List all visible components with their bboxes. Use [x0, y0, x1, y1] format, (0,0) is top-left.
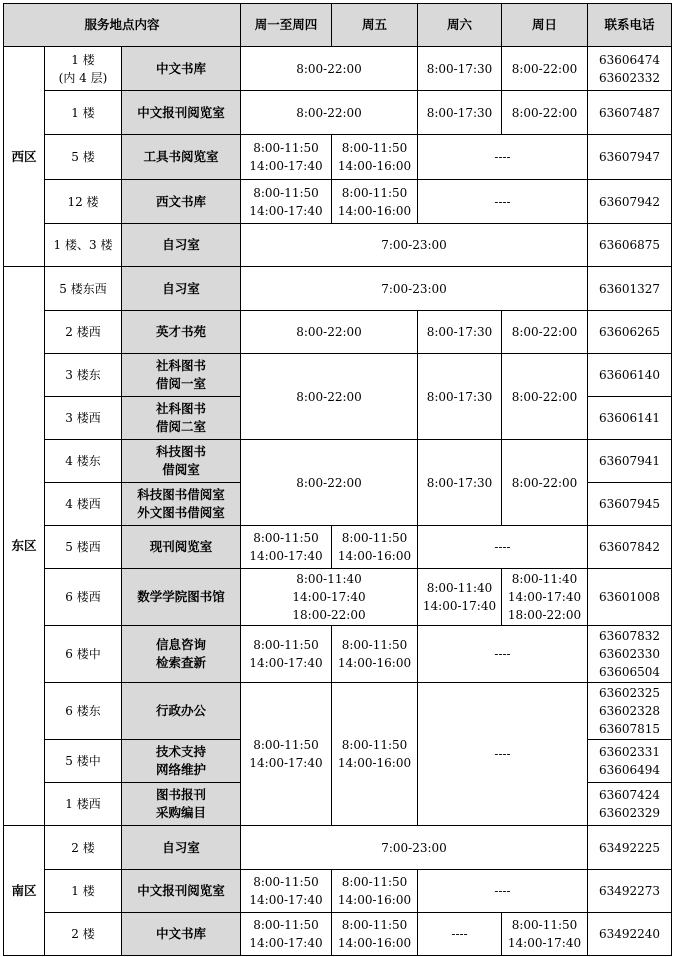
service-location-header: 服务地点内容 [4, 4, 241, 47]
phone-cell: 63602331 63606494 [588, 740, 672, 783]
schedule-table [3, 3, 672, 956]
sat-hours: 8:00-17:30 [418, 440, 502, 526]
floor-cell: 1 楼、3 楼 [45, 224, 122, 267]
sun-hours: 8:00-11:40 14:00-17:40 18:00-22:00 [502, 569, 588, 626]
floor-cell: 6 楼东 [45, 683, 122, 740]
table-row [4, 267, 672, 311]
sat-hours: ---- [418, 913, 502, 956]
mon-thu-header: 周一至周四 [241, 4, 332, 47]
all-week-hours: 7:00-23:00 [241, 826, 588, 870]
table-row [4, 180, 672, 224]
room-cell: 图书报刊 采购编目 [122, 783, 241, 826]
mon-thu-hours: 8:00-11:50 14:00-17:40 [241, 913, 332, 956]
room-cell: 中文报刊阅览室 [122, 870, 241, 913]
phone-cell: 63607487 [588, 91, 672, 135]
room-cell: 自习室 [122, 267, 241, 311]
phone-cell: 63607947 [588, 135, 672, 180]
sun-header: 周日 [502, 4, 588, 47]
room-cell: 自习室 [122, 224, 241, 267]
phone-cell: 63606140 [588, 354, 672, 397]
all-week-hours: 7:00-23:00 [241, 267, 588, 311]
schedule-body [4, 4, 672, 956]
mon-thu-hours: 8:00-11:50 14:00-17:40 [241, 526, 332, 569]
table-row [4, 91, 672, 135]
floor-cell: 5 楼东西 [45, 267, 122, 311]
zone-west: 西区 [4, 47, 45, 267]
table-row [4, 311, 672, 354]
mon-thu-hours: 8:00-11:50 14:00-17:40 [241, 135, 332, 180]
phone-cell: 63607842 [588, 526, 672, 569]
floor-cell: 1 楼 [45, 870, 122, 913]
sat-hours: 8:00-17:30 [418, 47, 502, 91]
sun-hours: 8:00-11:50 14:00-17:40 [502, 913, 588, 956]
floor-cell: 2 楼 [45, 913, 122, 956]
mon-fri-hours: 8:00-22:00 [241, 311, 418, 354]
phone-cell: 63606265 [588, 311, 672, 354]
mon-fri-hours: 8:00-11:40 14:00-17:40 18:00-22:00 [241, 569, 418, 626]
table-row [4, 913, 672, 956]
fri-hours: 8:00-11:50 14:00-16:00 [332, 526, 418, 569]
sun-hours: 8:00-22:00 [502, 311, 588, 354]
mon-fri-hours: 8:00-22:00 [241, 440, 418, 526]
weekend-closed: ---- [418, 870, 588, 913]
weekend-closed: ---- [418, 683, 588, 826]
fri-header: 周五 [332, 4, 418, 47]
room-cell: 科技图书 借阅室 [122, 440, 241, 483]
phone-cell: 63492273 [588, 870, 672, 913]
table-row [4, 47, 672, 91]
sat-hours: 8:00-17:30 [418, 311, 502, 354]
room-cell: 工具书阅览室 [122, 135, 241, 180]
zone-south: 南区 [4, 826, 45, 956]
table-row [4, 626, 672, 683]
fri-hours: 8:00-11:50 14:00-16:00 [332, 913, 418, 956]
fri-hours: 8:00-11:50 14:00-16:00 [332, 870, 418, 913]
sun-hours: 8:00-22:00 [502, 47, 588, 91]
room-cell: 社科图书 借阅一室 [122, 354, 241, 397]
room-cell: 技术支持 网络维护 [122, 740, 241, 783]
sat-hours: 8:00-11:40 14:00-17:40 [418, 569, 502, 626]
floor-cell: 5 楼中 [45, 740, 122, 783]
room-cell: 中文报刊阅览室 [122, 91, 241, 135]
phone-cell: 63492240 [588, 913, 672, 956]
room-cell: 行政办公 [122, 683, 241, 740]
floor-cell: 1 楼 (内 4 层) [45, 47, 122, 91]
weekend-closed: ---- [418, 626, 588, 683]
floor-cell: 3 楼西 [45, 397, 122, 440]
all-week-hours: 7:00-23:00 [241, 224, 588, 267]
room-cell: 中文书库 [122, 47, 241, 91]
mon-thu-hours: 8:00-11:50 14:00-17:40 [241, 870, 332, 913]
phone-header: 联系电话 [588, 4, 672, 47]
phone-cell: 63607832 63602330 63606504 [588, 626, 672, 683]
phone-cell: 63492225 [588, 826, 672, 870]
table-row [4, 224, 672, 267]
fri-hours: 8:00-11:50 14:00-16:00 [332, 180, 418, 224]
fri-hours: 8:00-11:50 14:00-16:00 [332, 626, 418, 683]
phone-cell: 63607941 [588, 440, 672, 483]
floor-cell: 4 楼东 [45, 440, 122, 483]
phone-cell: 63606141 [588, 397, 672, 440]
mon-fri-hours: 8:00-22:00 [241, 91, 418, 135]
table-row [4, 683, 672, 740]
room-cell: 科技图书借阅室 外文图书借阅室 [122, 483, 241, 526]
floor-cell: 1 楼 [45, 91, 122, 135]
floor-cell: 2 楼 [45, 826, 122, 870]
weekend-closed: ---- [418, 180, 588, 224]
table-row [4, 569, 672, 626]
mon-thu-hours: 8:00-11:50 14:00-17:40 [241, 683, 332, 826]
floor-cell: 3 楼东 [45, 354, 122, 397]
weekend-closed: ---- [418, 526, 588, 569]
table-row [4, 354, 672, 397]
sat-hours: 8:00-17:30 [418, 91, 502, 135]
floor-cell: 4 楼西 [45, 483, 122, 526]
phone-cell: 63607424 63602329 [588, 783, 672, 826]
floor-cell: 6 楼中 [45, 626, 122, 683]
room-cell: 英才书苑 [122, 311, 241, 354]
sat-hours: 8:00-17:30 [418, 354, 502, 440]
phone-cell: 63606474 63602332 [588, 47, 672, 91]
mon-fri-hours: 8:00-22:00 [241, 354, 418, 440]
table-row [4, 870, 672, 913]
table-row [4, 526, 672, 569]
phone-cell: 63602325 63602328 63607815 [588, 683, 672, 740]
floor-cell: 12 楼 [45, 180, 122, 224]
sat-header: 周六 [418, 4, 502, 47]
sun-hours: 8:00-22:00 [502, 91, 588, 135]
room-cell: 中文书库 [122, 913, 241, 956]
floor-cell: 1 楼西 [45, 783, 122, 826]
header-row [4, 4, 672, 47]
mon-fri-hours: 8:00-22:00 [241, 47, 418, 91]
phone-cell: 63601008 [588, 569, 672, 626]
floor-cell: 6 楼西 [45, 569, 122, 626]
room-cell: 信息咨询 检索查新 [122, 626, 241, 683]
sun-hours: 8:00-22:00 [502, 354, 588, 440]
weekend-closed: ---- [418, 135, 588, 180]
phone-cell: 63606875 [588, 224, 672, 267]
fri-hours: 8:00-11:50 14:00-16:00 [332, 135, 418, 180]
sun-hours: 8:00-22:00 [502, 440, 588, 526]
table-row [4, 135, 672, 180]
room-cell: 现刊阅览室 [122, 526, 241, 569]
floor-cell: 2 楼西 [45, 311, 122, 354]
room-cell: 数学学院图书馆 [122, 569, 241, 626]
room-cell: 自习室 [122, 826, 241, 870]
phone-cell: 63601327 [588, 267, 672, 311]
fri-hours: 8:00-11:50 14:00-16:00 [332, 683, 418, 826]
room-cell: 社科图书 借阅二室 [122, 397, 241, 440]
phone-cell: 63607942 [588, 180, 672, 224]
table-row [4, 440, 672, 483]
floor-cell: 5 楼 [45, 135, 122, 180]
table-row [4, 826, 672, 870]
phone-cell: 63607945 [588, 483, 672, 526]
floor-cell: 5 楼西 [45, 526, 122, 569]
mon-thu-hours: 8:00-11:50 14:00-17:40 [241, 180, 332, 224]
zone-east: 东区 [4, 267, 45, 826]
mon-thu-hours: 8:00-11:50 14:00-17:40 [241, 626, 332, 683]
room-cell: 西文书库 [122, 180, 241, 224]
